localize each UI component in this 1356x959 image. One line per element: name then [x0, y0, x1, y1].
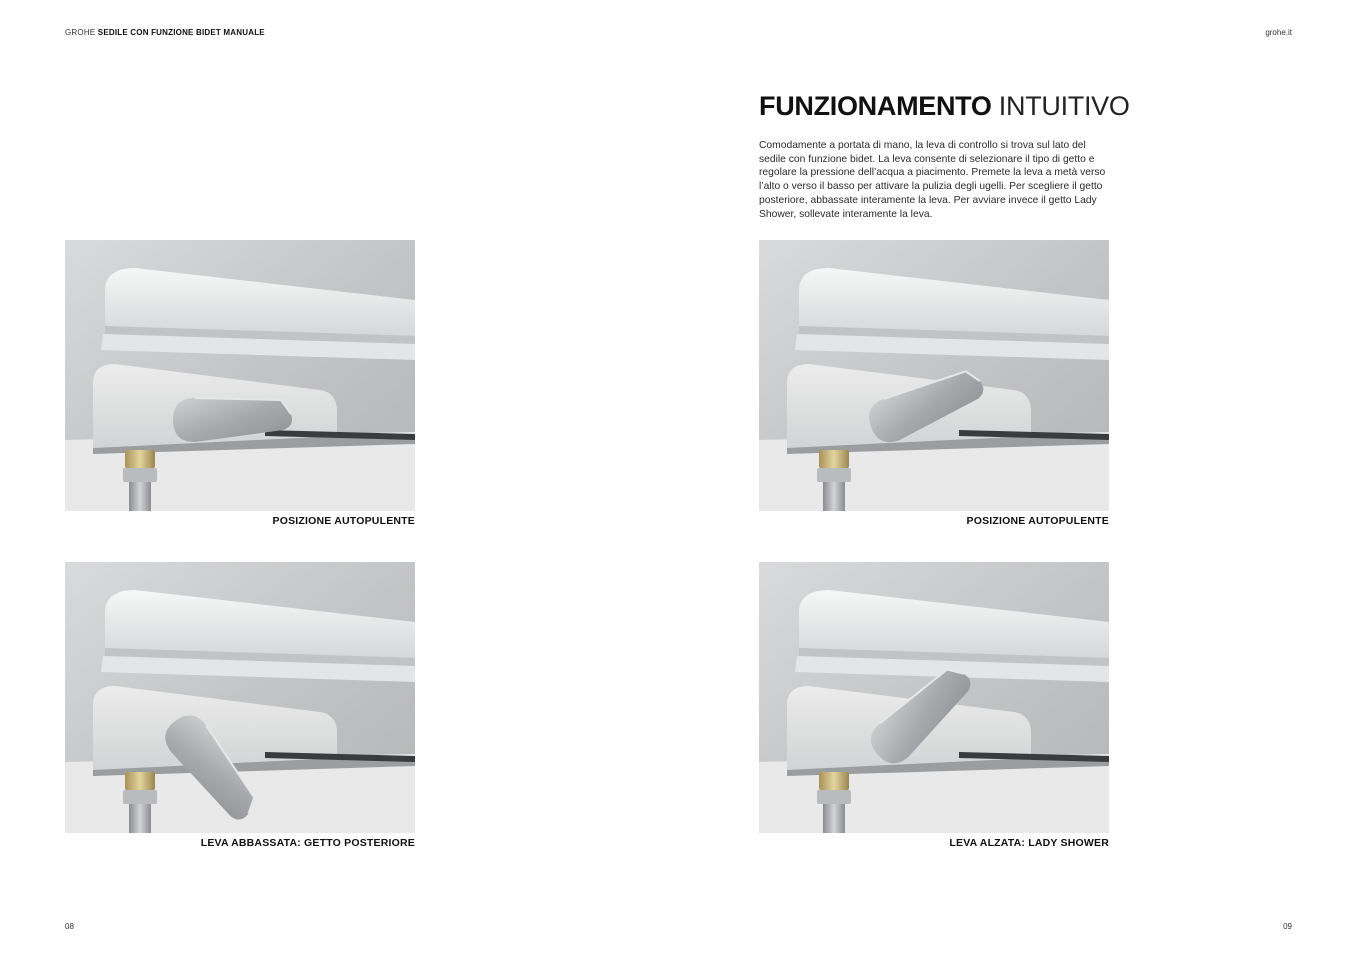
page-number-left: 08 [65, 922, 74, 931]
photo-self-cleaning-1 [65, 240, 415, 511]
photo-lever-down [65, 562, 415, 833]
caption-photo-3: LEVA ABBASSATA: GETTO POSTERIORE [200, 837, 415, 849]
intro-paragraph: Comodamente a portata di mano, la leva di controllo si trova sul lato del sedile con funzione bidet. La leva consente di selezionare il tipo di getto e regolare la pressione dell’acqua a piacimento. Premete la leva a metà verso l’alto o verso il basso per attivare la pulizia degli ugelli. Per scegliere il getto posteriore, abbassate interamente la leva. Per avviare invece il getto Lady Shower, sollevate interamente la leva. [759, 140, 1106, 220]
photo-self-cleaning-2 [759, 240, 1109, 511]
bidet-seat-illustration [759, 240, 1109, 511]
header-brand: GROHE [65, 28, 96, 37]
header-site: grohe.it [1265, 28, 1292, 37]
caption-photo-1: POSIZIONE AUTOPULENTE [272, 515, 415, 527]
caption-photo-2: POSIZIONE AUTOPULENTE [966, 515, 1109, 527]
title-light: INTUITIVO [998, 91, 1130, 121]
bidet-seat-illustration [759, 562, 1109, 833]
page-number-right: 09 [1283, 922, 1292, 931]
header-title: SEDILE CON FUNZIONE BIDET MANUALE [97, 28, 265, 37]
photo-lever-up [759, 562, 1109, 833]
running-header [65, 28, 265, 37]
caption-photo-4: LEVA ALZATA: LADY SHOWER [949, 837, 1109, 849]
bidet-seat-illustration [65, 562, 415, 833]
bidet-seat-illustration [65, 240, 415, 511]
title-bold: FUNZIONAMENTO [759, 91, 992, 121]
page-title [759, 88, 1130, 124]
